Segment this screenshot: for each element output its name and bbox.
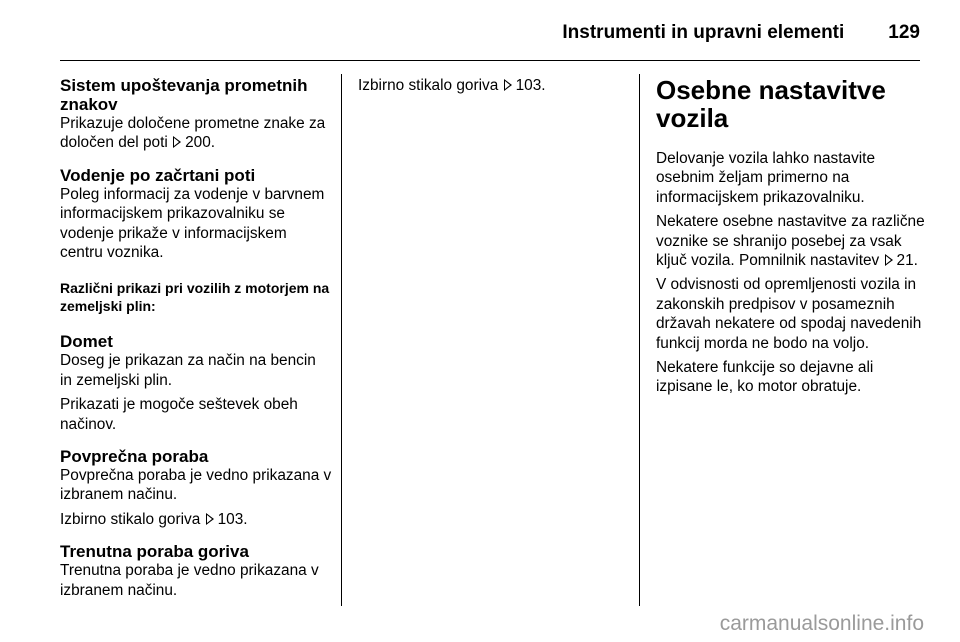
page-reference-link[interactable]: 200. [185,134,216,152]
heading-route-guidance: Vodenje po začrtani poti [60,165,256,185]
page-number: 129 [888,22,920,43]
text-range-2: Prikazati je mogoče seštevek obeh načinov. [60,396,298,433]
text-range-1: Doseg je prikazan za način na bencin in zemeljski plin. [60,352,316,389]
text-fuel-selector: Izbirno stikalo goriva 103. [358,77,546,94]
page-reference-link[interactable]: 103. [515,77,546,94]
reference-arrow-icon [505,79,513,91]
heading-current-consumption: Trenutna poraba goriva [60,542,249,562]
heading-cng-displays: Različni prikazi pri vozilih z motorjem na zemeljski plin: [60,280,330,315]
heading-range: Domet [60,332,113,352]
reference-arrow-icon [207,513,215,525]
column-divider-2 [639,74,640,606]
page-reference-link[interactable]: 21. [896,252,918,270]
heading-avg-consumption: Povprečna poraba [60,447,209,467]
watermark: carmanualsonline.info [719,612,924,635]
text-route-guidance: Poleg informacij za vodenje v barvnem informacijskem prikazovalniku se vodenje prikaže v informacijskem centru voznika. [60,185,325,262]
chapter-title: Instrumenti in upravni elementi [562,22,845,43]
text-settings-2: Nekatere osebne nastavitve za različne voznike se shranijo posebej za vsak ključ vozila. Pomnilnik nastavitev 21. [656,213,925,270]
column-3 [656,76,930,397]
heading-traffic-sign: Sistem upoštevanja prometnih znakov [60,76,308,114]
column-2 [358,76,630,95]
text-settings-1: Delovanje vozila lahko nastavite osebnim željam primerno na informacijskem prikazovalniku. [656,150,876,206]
reference-arrow-icon [174,136,182,148]
heading-personal-settings: Osebne nastavitve vozila [656,75,886,133]
text-avg-consumption-1: Povprečna poraba je vedno prikazana v izbranem načinu. [60,467,332,504]
column-1 [60,76,332,600]
page-reference-link[interactable]: 103. [217,510,248,528]
text-settings-3: V odvisnosti od opremljenosti vozila in zakonskih predpisov v posameznih državah nekatere od spodaj navedenih funkcij morda ne bodo na voljo. [656,276,922,352]
text-settings-4: Nekatere funkcije so dejavne ali izpisane le, ko motor obratuje. [656,359,874,396]
text-avg-consumption-2: Izbirno stikalo goriva 103. [60,510,248,528]
header-rule [60,60,920,61]
column-divider-1 [341,74,342,606]
text-current-consumption: Trenutna poraba je vedno prikazana v izbranem načinu. [60,562,319,599]
reference-arrow-icon [886,254,894,266]
text-traffic-sign: Prikazuje določene prometne znake za določen del poti 200. [60,115,326,152]
page-header [60,18,920,48]
